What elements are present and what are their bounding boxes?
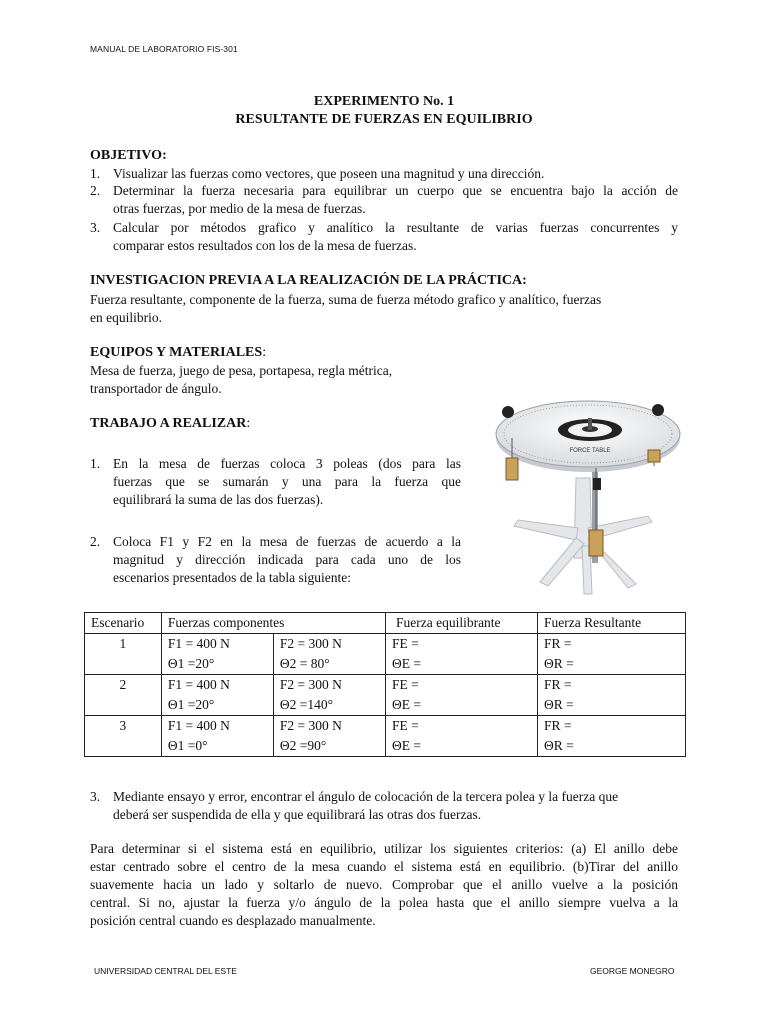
page-header: MANUAL DE LABORATORIO FIS-301	[90, 44, 238, 54]
table-header: Fuerza Resultante	[538, 613, 686, 634]
table-row: Θ1 =20° Θ2 = 80° ΘE = ΘR =	[85, 654, 686, 675]
trabajo-item-2: Coloca F1 y F2 en la mesa de fuerzas de acuerdo a la magnitud y dirección indicada para cada uno de los escenarios presentados de la tabla siguiente:	[113, 534, 461, 585]
investigacion-text: Fuerza resultante, componente de la fuerza, suma de fuerza método grafico y analítico, fuerzas en equilibrio.	[90, 292, 602, 325]
table-row: 2 F1 = 400 N F2 = 300 N FE = FR =	[85, 675, 686, 696]
table-header: Fuerza equilibrante	[385, 613, 537, 634]
trabajo-item-3: Mediante ensayo y error, encontrar el ángulo de colocación de la tercera polea y la fuerza que deberá ser suspendida de ella y que equilibrará las otras dos fuerzas.	[113, 789, 619, 822]
objetivo-item-1: Visualizar las fuerzas como vectores, que poseen una magnitud y una dirección.	[113, 166, 545, 181]
objetivo-num-3: 3.	[90, 220, 101, 235]
objetivo-item-3: Calcular por métodos grafico y analítico la resultante de varias fuerzas concurrentes y comparar estos resultados con los de la mesa de fuerzas.	[113, 220, 678, 253]
footer-author: GEORGE MONEGRO	[590, 966, 675, 976]
table-row: Θ1 =20° Θ2 =140° ΘE = ΘR =	[85, 695, 686, 716]
trabajo-heading: TRABAJO A REALIZAR:	[90, 416, 251, 431]
experiment-title: RESULTANTE DE FUERZAS EN EQUILIBRIO	[235, 112, 533, 127]
scenarios-table	[84, 612, 686, 757]
table-header: Escenario	[85, 613, 162, 634]
force-table-image	[478, 398, 688, 598]
trabajo-num-3: 3.	[90, 789, 101, 804]
equipos-heading: EQUIPOS Y MATERIALES:	[90, 345, 267, 360]
objetivo-item-2: Determinar la fuerza necesaria para equilibrar un cuerpo que se encuentra bajo la acción de otras fuerzas, por medio de la mesa de fuerzas.	[113, 183, 678, 216]
criterios-paragraph: Para determinar si el sistema está en equilibrio, utilizar los siguientes criterios: (a) El anillo debe estar centrado sobre el centro de la mesa cuando el sistema está en equilibrio. (b)Tirar del anillo suavemente hacia un lado y soltarlo de nuevo. Comprobar que el anillo vuelve a la posición central. Si no, ajustar la fuerza y/o ángulo de la polea hasta que el anillo siempre vuelva a la posición central cuando es desplazado manualmente.	[90, 841, 678, 928]
table-row: 3 F1 = 400 N F2 = 300 N FE = FR =	[85, 716, 686, 737]
table-header: Fuerzas componentes	[161, 613, 385, 634]
objetivo-heading: OBJETIVO:	[90, 148, 167, 163]
table-row: 1 F1 = 400 N F2 = 300 N FE = FR =	[85, 634, 686, 655]
footer-university: UNIVERSIDAD CENTRAL DEL ESTE	[94, 966, 237, 976]
objetivo-num-1: 1.	[90, 166, 101, 181]
force-table-label: FORCE TABLE	[569, 448, 611, 454]
table-row: Θ1 =0° Θ2 =90° ΘE = ΘR =	[85, 736, 686, 757]
trabajo-item-1: En la mesa de fuerzas coloca 3 poleas (dos para las fuerzas que se sumarán y una para la fuerza que equilibrará la suma de las dos fuerzas).	[113, 456, 461, 507]
objetivo-num-2: 2.	[90, 183, 101, 198]
table-header-row	[85, 613, 686, 634]
trabajo-num-2: 2.	[90, 534, 101, 549]
trabajo-num-1: 1.	[90, 456, 101, 471]
stand-legs	[514, 478, 652, 594]
experiment-number: EXPERIMENTO No. 1	[313, 94, 455, 109]
investigacion-heading: INVESTIGACION PREVIA A LA REALIZACIÓN DE LA PRÁCTICA:	[90, 273, 527, 288]
equipos-text: Mesa de fuerza, juego de pesa, portapesa, regla métrica, transportador de ángulo.	[90, 363, 393, 396]
